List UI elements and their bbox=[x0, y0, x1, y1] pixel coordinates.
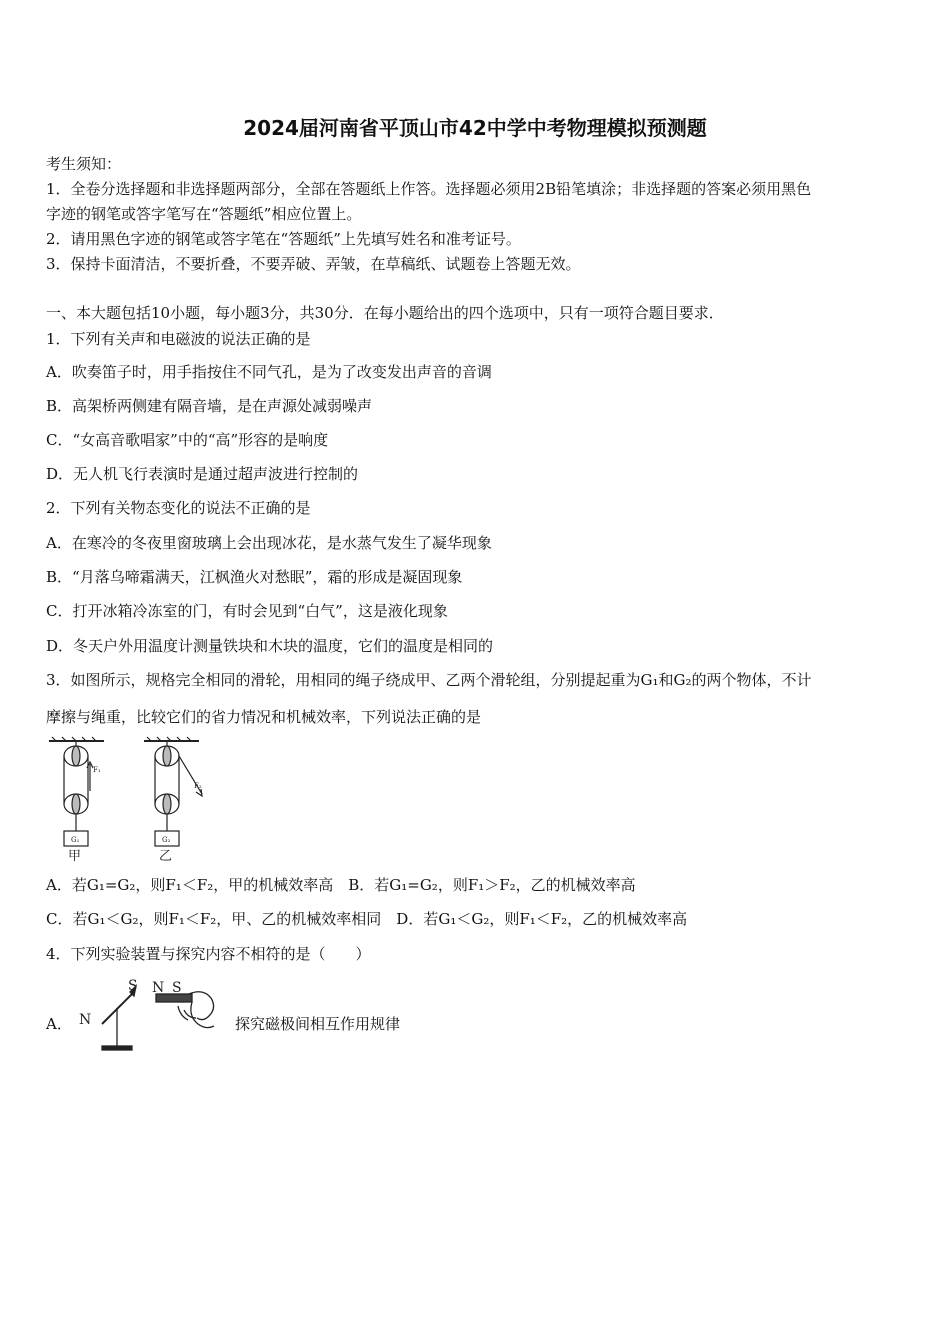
notice-item: 字迹的钢笔或答字笔写在“答题纸”相应位置上。 bbox=[46, 205, 362, 223]
question-3-stem-line1: 3．如图所示，规格完全相同的滑轮，用相同的绳子绕成甲、乙两个滑轮组，分别提起重为G₁和G₂的两个物体，不计 bbox=[46, 671, 812, 689]
question-1-option-b: B．高架桥两侧建有隔音墙，是在声源处减弱噪声 bbox=[46, 397, 373, 415]
question-3-stem-line2: 摩擦与绳重，比较它们的省力情况和机械效率，下列说法正确的是 bbox=[46, 708, 482, 726]
question-1-stem: 1．下列有关声和电磁波的说法正确的是 bbox=[46, 330, 311, 348]
question-1-option-d: D．无人机飞行表演时是通过超声波进行控制的 bbox=[46, 465, 359, 483]
section-heading: 一、本大题包括10小题，每小题3分，共30分．在每小题给出的四个选项中，只有一项符合题目要求． bbox=[46, 304, 724, 322]
compass-s-label: S bbox=[128, 978, 138, 994]
question-3-options-ab: A．若G₁=G₂，则F₁＜F₂，甲的机械效率高 B．若G₁=G₂，则F₁＞F₂，乙的机械效率高 bbox=[46, 876, 636, 894]
figure-label-yi: 乙 bbox=[159, 849, 173, 862]
pulley-diagram bbox=[44, 736, 214, 862]
notice-item: 3．保持卡面清洁，不要折叠，不要弄破、弄皱，在草稿纸、试题卷上答题无效。 bbox=[46, 255, 581, 273]
question-1-option-a: A．吹奏笛子时，用手指按住不同气孔，是为了改变发出声音的音调 bbox=[46, 363, 492, 381]
figure-label-jia: 甲 bbox=[68, 849, 82, 862]
magnet-s-label: S bbox=[172, 980, 182, 996]
weight-g1-label: G₁ bbox=[71, 836, 80, 844]
magnet-compass-diagram bbox=[74, 976, 224, 1056]
question-2-stem: 2．下列有关物态变化的说法不正确的是 bbox=[46, 499, 311, 517]
question-2-option-c: C．打开冰箱冷冻室的门，有时会见到“白气”，这是液化现象 bbox=[46, 602, 448, 620]
force-f2-label: F₂ bbox=[194, 782, 202, 790]
question-2-option-a: A．在寒冷的冬夜里窗玻璃上会出现冰花，是水蒸气发生了凝华现象 bbox=[46, 534, 492, 552]
question-1-option-c: C．“女高音歌唱家”中的“高”形容的是响度 bbox=[46, 431, 329, 449]
compass-n-label: N bbox=[79, 1012, 92, 1028]
notice-heading: 考生须知： bbox=[46, 155, 122, 173]
magnet-n-label: N bbox=[152, 980, 165, 996]
notice-item: 2．请用黑色字迹的钢笔或答字笔在“答题纸”上先填写姓名和准考证号。 bbox=[46, 230, 521, 248]
page-title: 2024届河南省平顶山市42中学中考物理模拟预测题 bbox=[243, 116, 707, 140]
question-4-option-a-text: 探究磁极间相互作用规律 bbox=[235, 1015, 401, 1033]
weight-g2-label: G₂ bbox=[162, 836, 171, 844]
notice-item: 1．全卷分选择题和非选择题两部分，全部在答题纸上作答。选择题必须用2B铅笔填涂；非选择题的答案必须用黑色 bbox=[46, 180, 812, 198]
question-3-options-cd: C．若G₁＜G₂，则F₁＜F₂，甲、乙的机械效率相同 D．若G₁＜G₂，则F₁＜F₂，乙的机械效率高 bbox=[46, 910, 688, 928]
question-4-stem: 4．下列实验装置与探究内容不相符的是（ ） bbox=[46, 945, 371, 963]
question-4-option-a-label: A． bbox=[46, 1015, 72, 1033]
question-2-option-b: B．“月落乌啼霜满天，江枫渔火对愁眠”，霜的形成是凝固现象 bbox=[46, 568, 463, 586]
question-2-option-d: D．冬天户外用温度计测量铁块和木块的温度，它们的温度是相同的 bbox=[46, 637, 494, 655]
force-f1-label: F₁ bbox=[93, 766, 101, 774]
